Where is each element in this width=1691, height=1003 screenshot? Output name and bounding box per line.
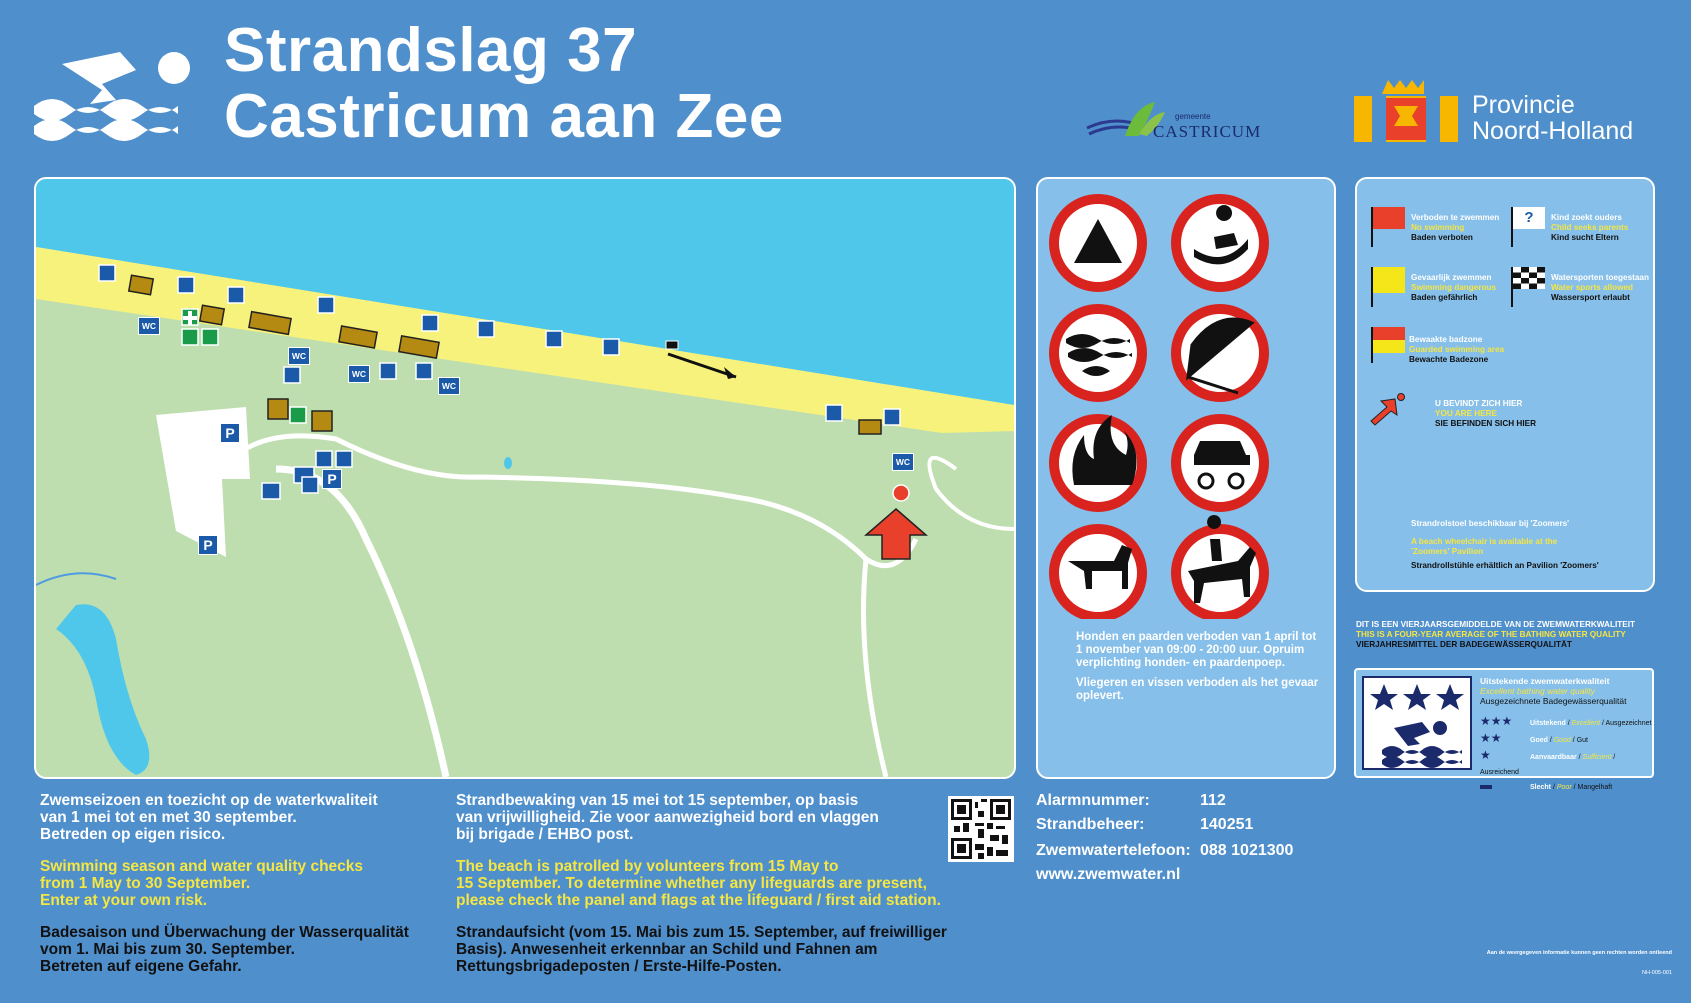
province-line-1: Provincie [1472,91,1575,119]
patrol-text [456,792,996,975]
quality-legend [1480,714,1652,795]
map-wc-1: WC [138,317,160,335]
patrol-nl-3: bij brigade / EHBO post. [456,826,634,843]
quality-nl: Uitstekende zwemwaterkwaliteit [1480,676,1610,686]
flag-4-en: Water sports allowed [1551,283,1634,292]
legend-4-de: Mangelhaft [1577,784,1613,791]
footer-code: NH-005-001 [1642,970,1672,976]
legend-4-nl: Slecht [1530,784,1552,791]
legend-3-nl: Aanvaardbaar [1530,754,1577,761]
wheelchair-de: Strandrollstühle erhältlich an Pavilion 'Zoomers' [1411,561,1599,570]
flag-1-de: Baden verboten [1411,233,1473,242]
province-logo [1354,78,1464,144]
beach-map [34,177,1016,779]
wheelchair-en-1: A beach wheelchair is available at the [1411,537,1558,546]
quality-header-de: VIERJAHRESMITTEL DER BADEGEWÄSSERQUALITÄT [1356,640,1572,649]
season-de-3: Betreten auf eigene Gefahr. [40,958,242,975]
website-link[interactable]: www.zwemwater.nl [1036,866,1181,883]
legend-2-de: Gut [1576,737,1588,744]
quality-en: Excellent bathing water quality [1480,686,1595,696]
patrol-en-2: 15 September. To determine whether any lifeguards are present, [456,875,927,892]
legend-1-de: Ausgezeichnet [1605,720,1652,727]
legend-1-nl: Uitstekend [1530,720,1566,727]
question-mark-icon: ? [1513,207,1545,229]
patrol-en-3: please check the panel and flags at the lifeguard / first aid station. [456,892,941,909]
season-de-2: vom 1. Mai bis zum 30. September. [40,941,295,958]
castricum-logo [1085,98,1290,148]
province-logo-text [1472,92,1633,144]
you-are-here-de: SIE BEFINDEN SICH HIER [1435,419,1536,428]
legend-3-en: Sufficient [1582,754,1612,761]
province-line-2: Noord-Holland [1472,117,1634,145]
tel-value: 088 1021300 [1200,842,1294,859]
castricum-logo-small: gemeente [1175,112,1211,121]
flag-2-en: Child seeks parents [1551,223,1629,232]
patrol-de-1: Strandaufsicht (vom 15. Mai bis zum 15. September, auf freiwilliger [456,924,947,941]
legend-row-poor: Slecht / Poor / Mangelhaft [1480,780,1652,795]
legend-2-en: Good [1553,737,1571,744]
legend-stars-1: ★ [1480,748,1491,762]
season-nl-3: Betreden op eigen risico. [40,826,226,843]
quality-de: Ausgezeichnete Badegewässerqualität [1480,696,1627,706]
legend-3-de: Ausreichend [1480,769,1519,776]
flag-4-nl: Watersporten toegestaan [1551,273,1649,282]
flag-5-de: Bewachte Badezone [1409,355,1489,364]
title-line-1: Strandslag 37 [224,16,638,85]
season-en-1: Swimming season and water quality checks [40,858,364,875]
legend-row-sufficient: ★ Aanvaardbaar / Sufficient / Ausreichend [1480,748,1616,776]
flag-1-nl: Verboden te zwemmen [1411,213,1500,222]
patrol-de-2: Basis). Anwesenheit erkennbar an Schild und Fahnen am [456,941,878,958]
flag-4-de: Wassersport erlaubt [1551,293,1630,302]
swimmer-logo-icon [32,44,192,144]
flag-3-en: Swimming dangerous [1411,283,1497,292]
season-en-2: from 1 May to 30 September. [40,875,251,892]
legend-bar [1480,780,1530,795]
patrol-de-3: Rettungsbrigadeposten / Erste-Hilfe-Posten. [456,958,782,975]
map-parking-2: P [198,535,218,555]
quality-badge [1362,676,1472,770]
patrol-nl-1: Strandbewaking van 15 mei tot 15 september, op basis [456,792,859,809]
beheer-label: Strandbeheer: [1036,816,1145,833]
castricum-logo-text: CASTRICUM [1153,122,1262,141]
flag-1-en: No swimming [1411,223,1465,232]
dogs-horses-text: Honden en paarden verboden van 1 april tot 1 november van 09:00 - 20:00 uur. Opruim verplichting honden- en paardenpoep. [1076,631,1317,669]
flag-5-en: Guarded swimming area [1409,345,1505,354]
map-wc-5: WC [892,453,914,471]
season-text [40,792,460,975]
alarm-value: 112 [1200,792,1226,809]
qr-code[interactable] [948,796,1014,862]
flag-5-nl: Bewaakte badzone [1409,335,1483,344]
flag-3-nl: Gevaarlijk zwemmen [1411,273,1492,282]
legend-row-excellent: ★★★ Uitstekend / Excellent / Ausgezeichnet [1480,714,1652,728]
prohibition-signs [1038,179,1334,619]
map-parking-1: P [220,423,240,443]
you-are-here-arrow-icon [1367,393,1407,434]
prohibitions-panel [1036,177,1336,779]
wheelchair-nl: Strandrolstoel beschikbaar bij 'Zoomers' [1411,519,1570,528]
legend-stars-3: ★★★ [1480,714,1513,728]
legend-1-en: Excellent [1571,720,1601,727]
legend-stars-2: ★★ [1480,731,1502,745]
you-are-here-nl: U BEVINDT ZICH HIER [1435,399,1523,408]
legend-row-good: ★★ Goed / Good / Gut [1480,731,1588,745]
flag-2-de: Kind sucht Eltern [1551,233,1619,242]
kite-fishing-text: Vliegeren en vissen verboden als het gevaar oplevert. [1076,677,1319,702]
tel-label: Zwemwatertelefoon: [1036,842,1191,859]
season-nl-2: van 1 mei tot en met 30 september. [40,809,297,826]
legend-2-nl: Goed [1530,737,1548,744]
water-quality-panel [1354,668,1654,791]
season-de-1: Badesaison und Überwachung der Wasserqualität [40,924,409,941]
you-are-here-en: YOU ARE HERE [1435,409,1498,418]
flag-3-de: Baden gefährlich [1411,293,1478,302]
quality-header-en: THIS IS A FOUR-YEAR AVERAGE OF THE BATHING WATER QUALITY [1356,630,1626,639]
page-title [224,18,784,150]
footer-disclaimer: Aan de weergegeven informatie kunnen geen rechten worden ontleend [1486,950,1672,956]
beheer-value: 140251 [1200,816,1254,833]
map-wc-4: WC [438,377,460,395]
flag-2-nl: Kind zoekt ouders [1551,213,1622,222]
season-nl-1: Zwemseizoen en toezicht op de waterkwaliteit [40,792,378,809]
title-line-2: Castricum aan Zee [224,82,784,151]
quality-header-nl: DIT IS EEN VIERJAARSGEMIDDELDE VAN DE ZWEMWATERKWALITEIT [1356,620,1635,629]
map-wc-2: WC [288,347,310,365]
patrol-nl-2: van vrijwilligheid. Zie voor aanwezigheid bord en vlaggen [456,809,879,826]
wheelchair-en-2: 'Zoomers' Pavilion [1411,547,1484,556]
legend-4-en: Poor [1556,784,1572,791]
alarm-label: Alarmnummer: [1036,792,1150,809]
season-en-3: Enter at your own risk. [40,892,208,909]
flags-panel [1355,177,1655,592]
map-parking-3: P [322,469,342,489]
patrol-en-1: The beach is patrolled by volunteers from 15 May to [456,858,839,875]
map-wc-3: WC [348,365,370,383]
